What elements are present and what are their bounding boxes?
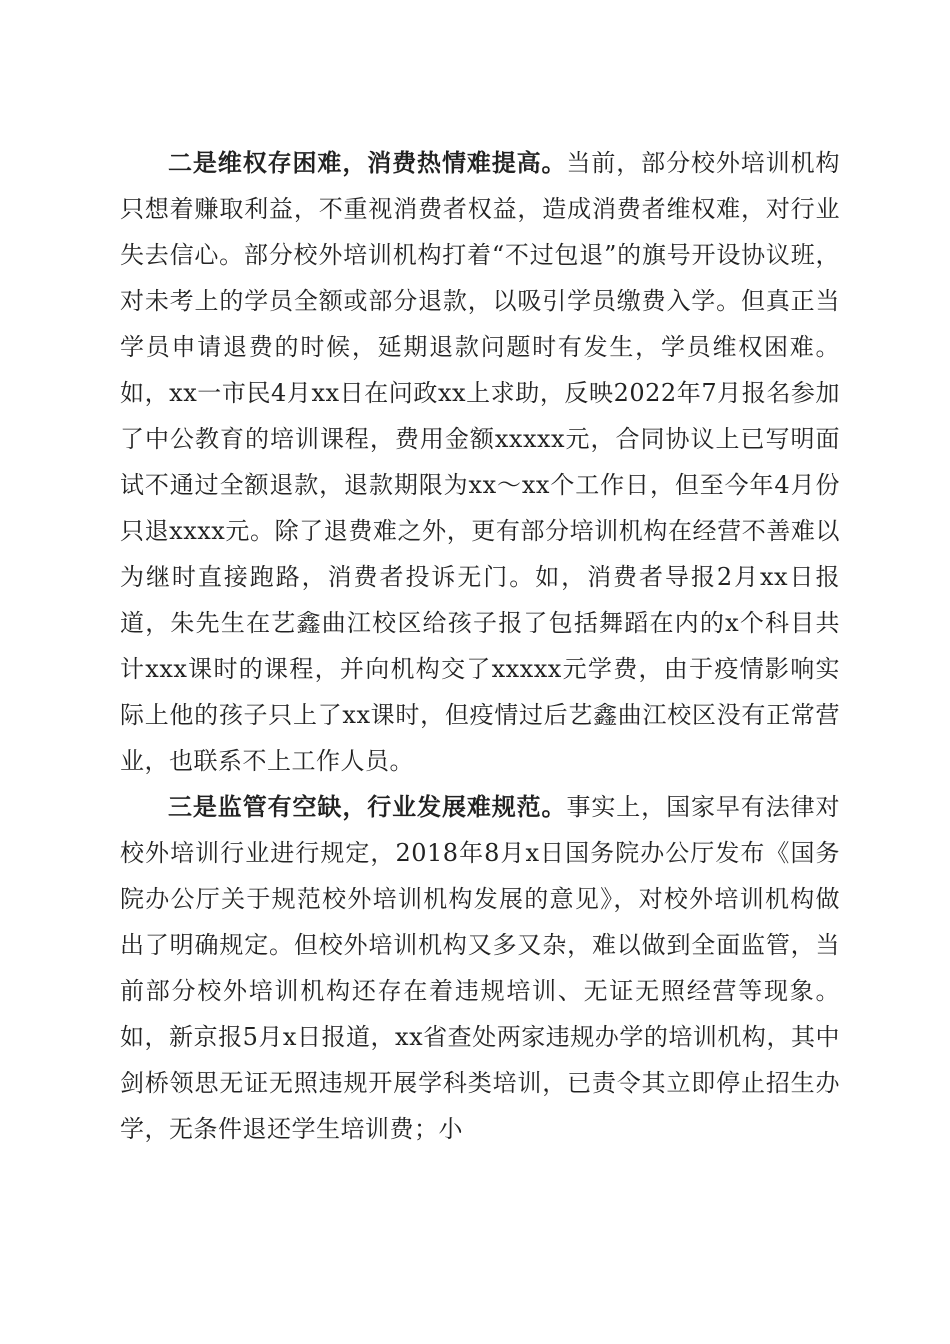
paragraph-3 [120,784,840,1152]
paragraph-2-lead: 二是维权存困难，消费热情难提高。 [168,148,567,177]
paragraph-2-body: 当前，部分校外培训机构只想着赚取利益，不重视消费者权益，造成消费者维权难，对行业失去信心。部分校外培训机构打着“不过包退”的旗号开设协议班，对未考上的学员全额或部分退款，以吸引学员缴费入学。但真正当学员申请退费的时候，延期退款问题时有发生，学员维权困难。如，xx一市民4月xx日在问政xx上求助，反映2022年7月报名参加了中公教育的培训课程，费用金额xxxxx元，合同协议上已写明面试不通过全额退款，退款期限为xx～xx个工作日，但至今年4月份只退xxxx元。除了退费难之外，更有部分培训机构在经营不善难以为继时直接跑路，消费者投诉无门。如，消费者导报2月xx日报道，朱先生在艺鑫曲江校区给孩子报了包括舞蹈在内的x个科目共计xxx课时的课程，并向机构交了xxxxx元学费，由于疫情影响实际上他的孩子只上了xx课时，但疫情过后艺鑫曲江校区没有正常营业，也联系不上工作人员。 [120,149,841,775]
paragraph-3-body: 事实上，国家早有法律对校外培训行业进行规定，2018年8月x日国务院办公厅发布《国务院办公厅关于规范校外培训机构发展的意见》，对校外培训机构做出了明确规定。但校外培训机构又多又杂，难以做到全面监管，当前部分校外培训机构还存在着违规培训、无证无照经营等现象。如，新京报5月x日报道，xx省查处两家违规办学的培训机构，其中剑桥领思无证无照违规开展学科类培训，已责令其立即停止招生办学，无条件退还学生培训费；小 [120,793,841,1143]
paragraph-2 [120,140,840,784]
paragraph-3-lead: 三是监管有空缺，行业发展难规范。 [168,792,567,821]
document-page [120,140,840,1152]
